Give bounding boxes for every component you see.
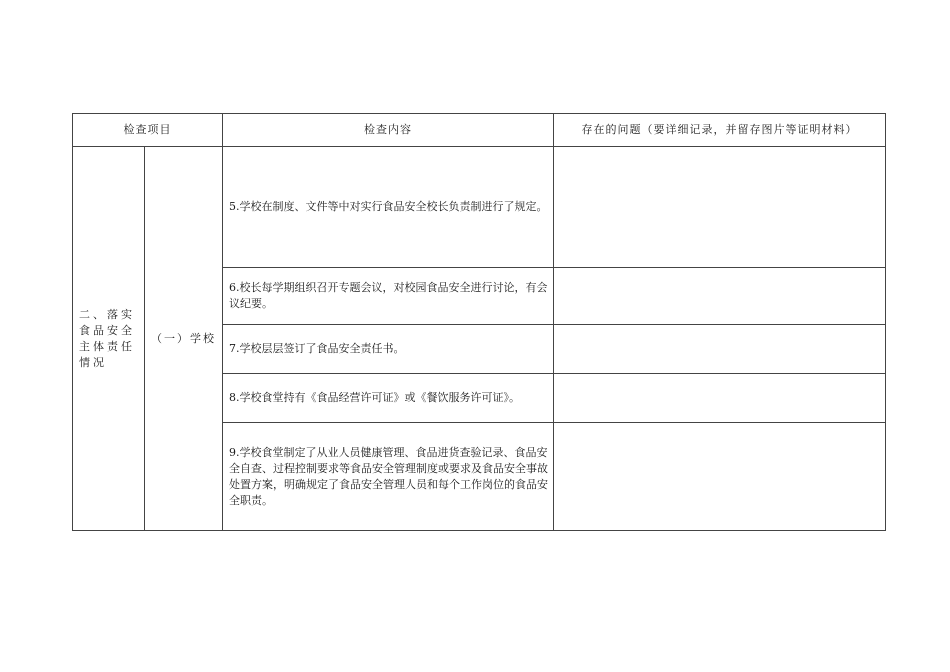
header-content: 检查内容 (223, 114, 554, 147)
inspection-table (72, 113, 886, 531)
item-5: 5.学校在制度、文件等中对实行食品安全校长负责制进行了规定。 (223, 147, 554, 268)
item-6: 6.校长每学期组织召开专题会议，对校园食品安全进行讨论，有会议纪要。 (223, 268, 554, 325)
item-8: 8.学校食堂持有《食品经营许可证》或《餐饮服务许可证》。 (223, 374, 554, 423)
issue-cell-8[interactable] (554, 374, 886, 423)
header-issues: 存在的问题（要详细记录，并留存图片等证明材料） (554, 114, 886, 147)
table-row (73, 147, 886, 268)
issue-cell-6[interactable] (554, 268, 886, 325)
header-project: 检查项目 (73, 114, 223, 147)
header-row (73, 114, 886, 147)
issue-cell-5[interactable] (554, 147, 886, 268)
issue-cell-9[interactable] (554, 423, 886, 531)
category-cell: 二、落实食品安全主体责任情况 (73, 147, 145, 531)
issue-cell-7[interactable] (554, 325, 886, 374)
subcategory-cell: （一）学校 (145, 147, 223, 531)
item-9: 9.学校食堂制定了从业人员健康管理、食品进货查验记录、食品安全自查、过程控制要求等食品安全管理制度或要求及食品安全事故处置方案，明确规定了食品安全管理人员和每个工作岗位的食品安全职责。 (223, 423, 554, 531)
item-7: 7.学校层层签订了食品安全责任书。 (223, 325, 554, 374)
